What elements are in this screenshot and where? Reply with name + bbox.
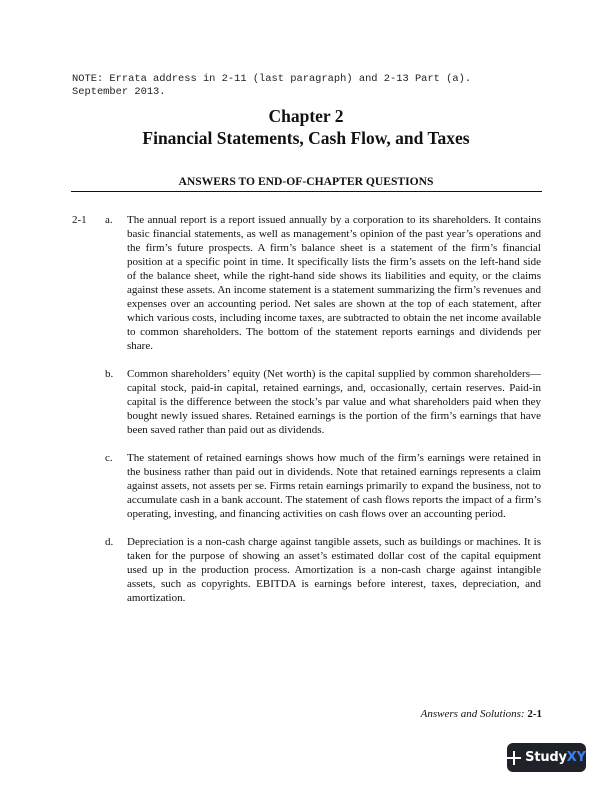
- badge-word-xy: XY: [566, 750, 586, 765]
- section-heading: ANSWERS TO END-OF-CHAPTER QUESTIONS: [178, 175, 434, 188]
- errata-note: NOTE: Errata address in 2-11 (last paragraph) and 2-13 Part (a). September 2013.: [72, 73, 472, 98]
- answer-item-c: [105, 451, 541, 521]
- answer-item-d: [105, 535, 541, 605]
- badge-word-study: Study: [525, 750, 567, 765]
- answer-list: [105, 213, 541, 619]
- item-letter: d.: [105, 536, 114, 548]
- answer-item-b: [105, 367, 541, 437]
- item-letter: b.: [105, 368, 114, 380]
- item-text: The statement of retained earnings shows how much of the firm’s earnings were retained in the business rather than paid out in dividends. Note that retained earnings represents a claim against assets, not assets per se. Firms retain earnings primarily to expand the business, not to accumulate cash in a bank account. The statement of cash flows reports the impact of a firm’s operating, investing, and financing activities on cash flows over an accounting period.: [127, 452, 541, 520]
- badge-label: [525, 750, 586, 765]
- item-text: Common shareholders’ equity (Net worth) is the capital supplied by common shareholders—capital stock, paid-in capital, retained earnings, and, occasionally, certain reserves. Paid-in capital is the difference between the stock’s par value and what shareholders paid when they bought newly issued shares. Retained earnings is the portion of the firm’s earnings that have been saved rather than paid out as dividends.: [127, 368, 541, 436]
- chapter-title: Financial Statements, Cash Flow, and Taxes: [142, 128, 470, 148]
- item-letter: a.: [105, 214, 113, 226]
- answer-item-a: [105, 213, 541, 353]
- question-number: 2-1: [72, 214, 87, 226]
- item-letter: c.: [105, 452, 113, 464]
- footer-page-number: 2-1: [527, 708, 542, 720]
- page-footer: [421, 707, 542, 721]
- studyxy-badge[interactable]: [507, 743, 586, 772]
- heading-rule: [71, 191, 542, 192]
- item-text: The annual report is a report issued annually by a corporation to its shareholders. It contains basic financial statements, as well as management’s opinion of the past year’s operations and the firm’s future prospects. A firm’s balance sheet is a statement of the firm’s financial position at a specific point in time. It specifically lists the firm’s assets on the left-hand side of the balance sheet, while the right-hand side shows its liabilities and equity, or the claims against these assets. An income statement is a statement summarizing the firm’s revenues and expenses over an accounting period. Net sales are shown at the top of each statement, after which various costs, including income taxes, are subtracted to obtain the net income available to common shareholders. The bottom of the statement reports earnings and dividends per share.: [127, 214, 541, 352]
- plus-icon: [507, 751, 521, 765]
- item-text: Depreciation is a non-cash charge against tangible assets, such as buildings or machines. It is taken for the purpose of showing an asset’s estimated dollar cost of the capital equipment used up in the production process. Amortization is a non-cash charge against intangible assets, such as copyrights. EBITDA is earnings before interest, taxes, depreciation, and amortization.: [127, 536, 541, 604]
- footer-label: Answers and Solutions:: [420, 708, 525, 720]
- chapter-number: Chapter 2: [268, 106, 344, 126]
